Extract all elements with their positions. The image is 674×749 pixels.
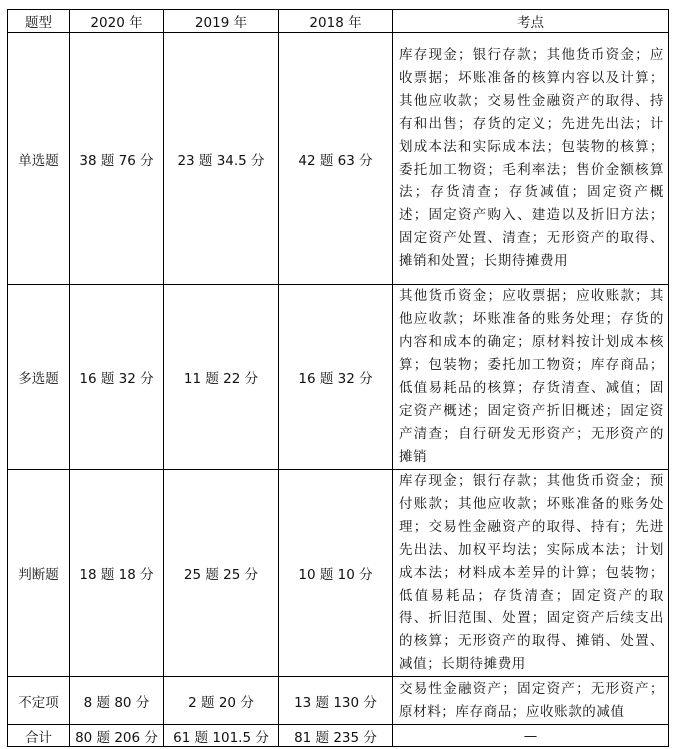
table-row-total (8, 725, 669, 747)
cell-2019: 2 题 20 分 (164, 677, 279, 725)
cell-2020: 80 题 206 分 (70, 725, 164, 747)
cell-type: 多选题 (8, 285, 70, 470)
header-2019: 2019 年 (164, 10, 279, 33)
cell-type: 判断题 (8, 470, 70, 677)
cell-type: 不定项 (8, 677, 70, 725)
cell-key-points: 库存现金；银行存款；其他货币资金；应收票据；坏账准备的核算内容以及计算；其他应收款；交易性金融资产的取得、持有和出售；存货的定义；先进先出法；计划成本法和实际成本法；包装物的核算；委托加工物资；毛利率法；售价金额核算法；存货清查；存货减值；固定资产概述；固定资产购入、建造以及折旧方法；固定资产处置、清查；无形资产的取得、摊销和处置；长期待摊费用 (393, 33, 669, 285)
table-row-true-false (8, 470, 669, 677)
cell-2018: 16 题 32 分 (279, 285, 393, 470)
table-row-multiple-choice (8, 285, 669, 470)
cell-2019: 61 题 101.5 分 (164, 725, 279, 747)
cell-2020: 16 题 32 分 (70, 285, 164, 470)
header-row (8, 10, 669, 33)
cell-2019: 25 题 25 分 (164, 470, 279, 677)
cell-type: 单选题 (8, 33, 70, 285)
cell-2018: 42 题 63 分 (279, 33, 393, 285)
cell-2019: 11 题 22 分 (164, 285, 279, 470)
cell-key-points: — (393, 725, 669, 747)
cell-type: 合计 (8, 725, 70, 747)
cell-2018: 10 题 10 分 (279, 470, 393, 677)
exam-topics-table (7, 9, 669, 747)
header-2018: 2018 年 (279, 10, 393, 33)
table-row-single-choice (8, 33, 669, 285)
cell-2020: 18 题 18 分 (70, 470, 164, 677)
cell-2019: 23 题 34.5 分 (164, 33, 279, 285)
cell-key-points: 交易性金融资产；固定资产；无形资产；原材料；库存商品；应收账款的减值 (393, 677, 669, 725)
header-key-points: 考点 (393, 10, 669, 33)
cell-key-points: 库存现金；银行存款；其他货币资金；预付账款；其他应收款；坏账准备的账务处理；交易性金融资产的取得、持有；先进先出法、加权平均法；实际成本法；计划成本法；材料成本差异的计算；包装物；低值易耗品；存货清查；固定资产的取得、折旧范围、处置；固定资产后续支出的核算；无形资产的取得、摊销、处置、减值；长期待摊费用 (393, 470, 669, 677)
table-row-indefinite (8, 677, 669, 725)
cell-2020: 38 题 76 分 (70, 33, 164, 285)
cell-2018: 13 题 130 分 (279, 677, 393, 725)
cell-key-points: 其他货币资金；应收票据；应收账款；其他应收款；坏账准备的账务处理；存货的内容和成本的确定；原材料按计划成本核算；包装物；委托加工物资；库存商品；低值易耗品的核算；存货清查、减值；固定资产概述；固定资产折旧概述；固定资产清查；自行研发无形资产；无形资产的摊销 (393, 285, 669, 470)
cell-2020: 8 题 80 分 (70, 677, 164, 725)
header-2020: 2020 年 (70, 10, 164, 33)
cell-2018: 81 题 235 分 (279, 725, 393, 747)
header-question-type: 题型 (8, 10, 70, 33)
